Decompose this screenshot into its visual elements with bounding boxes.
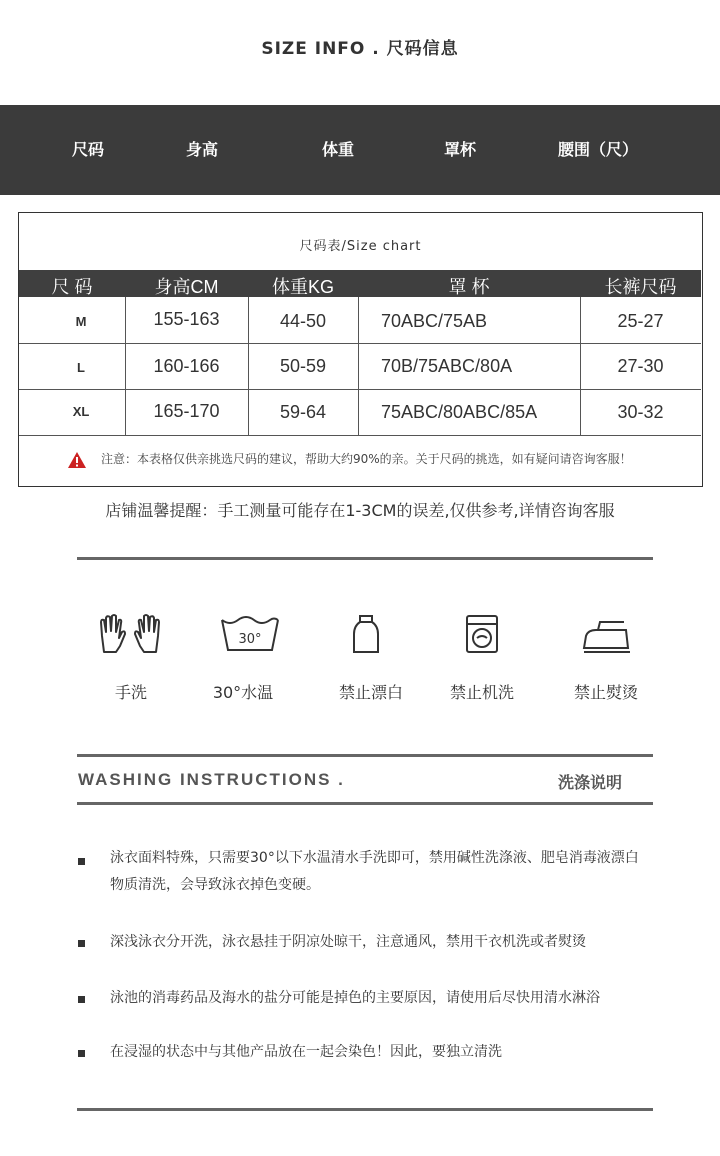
no-iron-icon: [574, 612, 638, 656]
measurement-tip: 店铺温馨提醒：手工测量可能存在1-3CM的误差,仅供参考,详情咨询客服: [105, 501, 615, 520]
instruction-item: 在浸湿的状态中与其他产品放在一起会染色！因此，要独立清洗: [110, 1044, 502, 1060]
size-chart-header: [19, 270, 701, 297]
care-label-no-bleach: 禁止漂白: [338, 683, 403, 702]
divider: [19, 389, 701, 390]
bullet: [78, 1050, 85, 1057]
divider: [19, 435, 701, 436]
svg-text:30°: 30°: [238, 632, 262, 647]
care-label-30: 30°水温: [212, 683, 274, 702]
col-cup: 罩 杯: [448, 277, 490, 297]
col-size: 尺 码: [51, 277, 93, 297]
divider: [77, 802, 653, 805]
table-cell: 44-50: [279, 311, 327, 331]
table-cell: XL: [72, 404, 90, 419]
care-label-no-iron: 禁止熨烫: [573, 683, 638, 702]
col-weight: 体重KG: [271, 277, 334, 297]
col-pants: 长裤尺码: [604, 277, 677, 297]
table-cell: 59-64: [279, 402, 327, 422]
table-cell: 160-166: [153, 356, 220, 376]
page-title: SIZE INFO . 尺码信息: [261, 39, 459, 59]
table-cell: 25-27: [617, 311, 664, 331]
divider: [358, 297, 359, 435]
no-machine-wash-icon: [450, 612, 514, 656]
care-label-no-machine: 禁止机洗: [449, 683, 514, 702]
table-cell: 155-163: [153, 309, 220, 329]
header-height: 身高: [186, 140, 219, 159]
table-cell: 75ABC/80ABC/85A: [381, 402, 538, 422]
header-cup: 罩杯: [444, 140, 477, 159]
size-chart-note: 注意：本表格仅供亲挑选尺码的建议，帮助大约90%的亲。关于尺码的挑选，如有疑问请咨询客服！: [101, 452, 632, 466]
bullet: [78, 940, 85, 947]
wash-30-icon: [218, 612, 282, 656]
table-cell: 30-32: [617, 402, 664, 422]
table-cell: 27-30: [617, 356, 664, 376]
bullet: [78, 858, 85, 865]
instruction-item: 深浅泳衣分开洗，泳衣悬挂于阴凉处晾干，注意通风，禁用干衣机洗或者熨烫: [110, 934, 586, 950]
hand-wash-icon: [98, 612, 162, 656]
divider: [19, 343, 701, 344]
table-cell: 165-170: [153, 401, 220, 421]
divider: [77, 557, 653, 560]
col-height: 身高CM: [154, 277, 219, 297]
size-chart: [18, 212, 703, 487]
size-chart-title: 尺码表/Size chart: [299, 239, 422, 254]
header-size: 尺码: [72, 140, 105, 159]
washing-title-cn: 洗涤说明: [558, 773, 623, 792]
care-label-hand-wash: 手洗: [114, 683, 147, 702]
table-cell: 50-59: [279, 356, 327, 376]
divider: [77, 754, 653, 757]
size-header-band: [0, 105, 720, 195]
instruction-item: 泳池的消毒药品及海水的盐分可能是掉色的主要原因，请使用后尽快用清水淋浴: [110, 990, 600, 1006]
washing-title: WASHING INSTRUCTIONS .: [78, 770, 345, 789]
table-cell: 70B/75ABC/80A: [381, 356, 513, 376]
table-cell: M: [75, 314, 87, 329]
header-weight: 体重: [322, 140, 355, 159]
header-waist: 腰围（尺）: [558, 140, 639, 159]
table-cell: 70ABC/75AB: [381, 311, 488, 331]
divider: [77, 1108, 653, 1111]
no-bleach-icon: [334, 612, 398, 656]
instruction-item: 泳衣面料特殊，只需要30°以下水温清水手洗即可，禁用碱性洗涤液、肥皂消毒液漂白物质清洗，会导致泳衣掉色变硬。: [110, 850, 639, 893]
table-cell: L: [77, 360, 85, 375]
bullet: [78, 996, 85, 1003]
warning-icon: [67, 451, 87, 469]
